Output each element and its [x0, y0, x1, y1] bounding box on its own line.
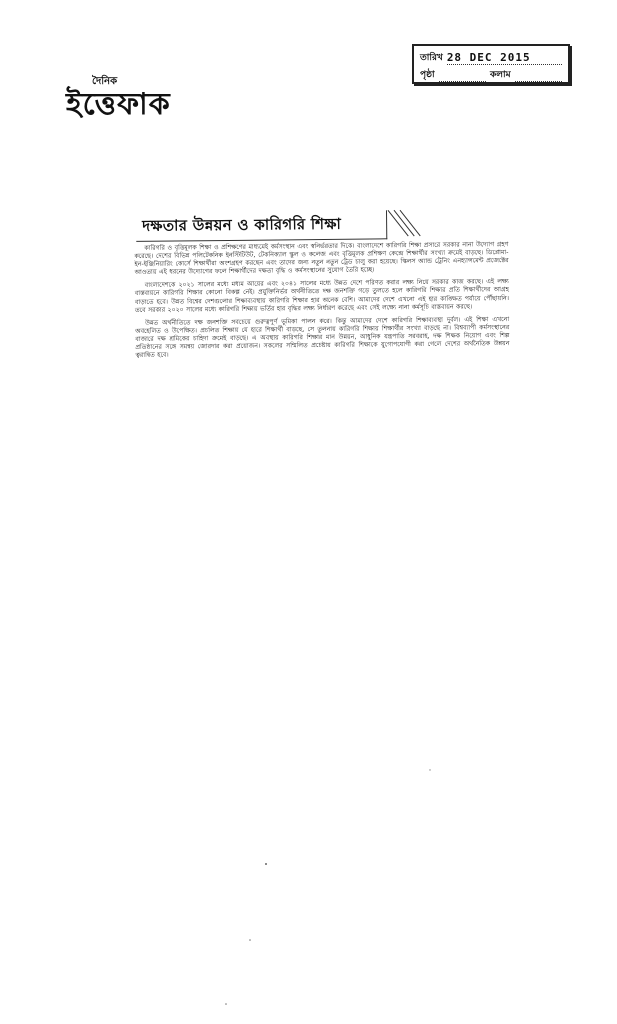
article-paragraph: কারিগরি ও বৃত্তিমূলক শিক্ষা ও প্রশিক্ষণের মাধ্যমেই কর্মসংস্থান এবং স্বনির্ভরতার দিকে। বাংলাদেশে কারিগরি শিক্ষা প্রসারে সরকার নানা উদ্যোগ গ্রহণ করেছে। দেশের বিভিন্ন পলিটেকনিক ইনস্টিটিউট, টেকনিক্যাল স্কুল ও কলেজ এবং বৃত্তিমূলক প্রশিক্ষণ কেন্দ্রে শিক্ষার্থীর সংখ্যা ক্রমেই বাড়ছে। ডিপ্লোমা-ইন-ইঞ্জিনিয়ারিং কোর্সে শিক্ষার্থীরা অংশগ্রহণ করছেন এবং তাদের জন্য নতুন নতুন ট্রেড চালু করা হয়েছে। স্কিলস অ্যান্ড ট্রেনিং এনহ্যান্সমেন্ট প্রজেক্টের আওতায় এই ধরনের উদ্যোগের ফলে শিক্ষার্থীদের দক্ষতা বৃদ্ধি ও কর্মসংস্থানের সুযোগ তৈরি হচ্ছে।	[134, 241, 509, 277]
stamp-column-label: কলাম	[489, 70, 511, 80]
article-headline: দক্ষতার উন্নয়ন ও কারিগরি শিক্ষা	[142, 214, 342, 235]
stamp-page-label: পৃষ্ঠা	[420, 70, 435, 80]
article-paragraph: উন্নত অর্থনীতিতে দক্ষ জনশক্তি সবচেয়ে গুরুত্বপূর্ণ ভূমিকা পালন করে। কিন্তু আমাদের দেশে কারিগরি শিক্ষাব্যবস্থা দুর্বল। এই শিক্ষা এখনো অবহেলিত ও উপেক্ষিত। প্রচলিত শিক্ষায় যে হারে শিক্ষার্থী বাড়ছে, সে তুলনায় কারিগরি শিক্ষায় শিক্ষার্থীর সংখ্যা বাড়ছে না। বিশ্বব্যাপী কর্মসংস্থানের বাজারে দক্ষ শ্রমিকের চাহিদা ক্রমেই বাড়ছে। এ অবস্থায় কারিগরি শিক্ষার মান উন্নয়ন, আধুনিক যন্ত্রপাতি সরবরাহ, দক্ষ শিক্ষক নিয়োগ এবং শিল্প প্রতিষ্ঠানের সঙ্গে সমন্বয় জোরদার করা প্রয়োজন। সকলের সম্মিলিত প্রচেষ্টায় কারিগরি শিক্ষাকে যুগোপযোগী করা গেলে দেশের অর্থনৈতিক উন্নয়ন ত্বরান্বিত হবে।	[135, 315, 510, 360]
masthead-daily-label: দৈনিক	[92, 76, 118, 87]
stamp-date-value: 28 DEC 2015	[447, 51, 562, 65]
article-paragraph: বাংলাদেশকে ২০২১ সালের মধ্যে মধ্যম আয়ের এবং ২০৪১ সালের মধ্যে উন্নত দেশে পরিণত করার লক্ষ্য নিয়ে সরকার কাজ করছে। এই লক্ষ্য বাস্তবায়নে কারিগরি শিক্ষার কোনো বিকল্প নেই। প্রযুক্তিনির্ভর অর্থনীতিতে দক্ষ জনশক্তি গড়ে তুলতে হলে কারিগরি শিক্ষার প্রতি শিক্ষার্থীদের আগ্রহ বাড়াতে হবে। উন্নত বিশ্বের দেশগুলোর শিক্ষাব্যবস্থায় কারিগরি শিক্ষার হার অনেক বেশি। আমাদের দেশে এখনো এই হার কাঙ্ক্ষিত পর্যায়ে পৌঁছায়নি। তবে সরকার ২০২০ সালের মধ্যে কারিগরি শিক্ষায় ভর্তির হার বৃদ্ধির লক্ষ্য নির্ধারণ করেছে এবং সেই লক্ষ্যে নানা কর্মসূচি বাস্তবায়ন করছে।	[134, 278, 509, 314]
stamp-date-label: তারিখ	[420, 53, 443, 63]
masthead-newspaper-name: ইত্তেফাক	[66, 87, 171, 122]
